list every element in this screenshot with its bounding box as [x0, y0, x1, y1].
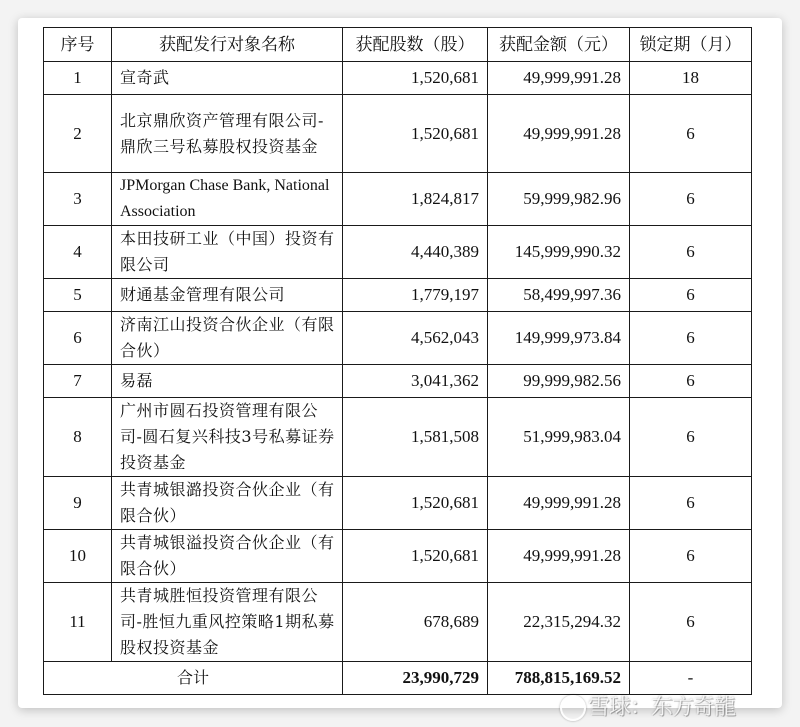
- row-index: 6: [44, 312, 112, 365]
- row-index: 8: [44, 398, 112, 477]
- row-shares: 1,581,508: [343, 398, 488, 477]
- row-lock-period: 6: [630, 226, 752, 279]
- total-lock-period: -: [630, 662, 752, 695]
- table-row: [44, 530, 752, 583]
- row-shares: 1,520,681: [343, 95, 488, 173]
- row-lock-period: 6: [630, 312, 752, 365]
- row-amount: 51,999,983.04: [488, 398, 630, 477]
- table-row: [44, 62, 752, 95]
- row-lock-period: 6: [630, 477, 752, 530]
- row-name: 共青城银潞投资合伙企业（有限合伙）: [112, 477, 343, 530]
- row-amount: 58,499,997.36: [488, 279, 630, 312]
- row-name: 易磊: [112, 365, 343, 398]
- row-index: 4: [44, 226, 112, 279]
- row-name: 济南江山投资合伙企业（有限合伙）: [112, 312, 343, 365]
- header-amount: 获配金额（元）: [488, 28, 630, 62]
- row-amount: 149,999,973.84: [488, 312, 630, 365]
- row-index: 10: [44, 530, 112, 583]
- row-shares: 1,520,681: [343, 477, 488, 530]
- row-lock-period: 18: [630, 62, 752, 95]
- row-lock-period: 6: [630, 279, 752, 312]
- row-shares: 1,824,817: [343, 173, 488, 226]
- row-lock-period: 6: [630, 530, 752, 583]
- row-index: 7: [44, 365, 112, 398]
- row-shares: 3,041,362: [343, 365, 488, 398]
- document-card: [18, 18, 782, 708]
- row-index: 2: [44, 95, 112, 173]
- row-name: 共青城胜恒投资管理有限公司-胜恒九重风控策略1期私募股权投资基金: [112, 583, 343, 662]
- row-index: 1: [44, 62, 112, 95]
- row-shares: 678,689: [343, 583, 488, 662]
- row-lock-period: 6: [630, 173, 752, 226]
- row-amount: 59,999,982.96: [488, 173, 630, 226]
- row-lock-period: 6: [630, 95, 752, 173]
- row-index: 9: [44, 477, 112, 530]
- watermark: [560, 690, 735, 721]
- header-lock-period: 锁定期（月）: [630, 28, 752, 62]
- table-row: [44, 477, 752, 530]
- total-amount: 788,815,169.52: [488, 662, 630, 695]
- row-name: JPMorgan Chase Bank, National Association: [112, 173, 343, 226]
- row-shares: 1,779,197: [343, 279, 488, 312]
- total-shares: 23,990,729: [343, 662, 488, 695]
- xueqiu-logo-icon: [560, 695, 586, 721]
- table-row: [44, 583, 752, 662]
- row-amount: 22,315,294.32: [488, 583, 630, 662]
- row-name: 宣奇武: [112, 62, 343, 95]
- row-name: 共青城银溢投资合伙企业（有限合伙）: [112, 530, 343, 583]
- table-row: [44, 226, 752, 279]
- row-index: 5: [44, 279, 112, 312]
- row-index: 3: [44, 173, 112, 226]
- row-amount: 49,999,991.28: [488, 530, 630, 583]
- table-row: [44, 365, 752, 398]
- header-shares: 获配股数（股）: [343, 28, 488, 62]
- row-name: 财通基金管理有限公司: [112, 279, 343, 312]
- allocation-table: [43, 27, 752, 695]
- row-shares: 4,440,389: [343, 226, 488, 279]
- row-name: 本田技研工业（中国）投资有限公司: [112, 226, 343, 279]
- table-row: [44, 312, 752, 365]
- row-lock-period: 6: [630, 583, 752, 662]
- table-row: [44, 173, 752, 226]
- total-label: 合计: [44, 662, 343, 695]
- row-amount: 99,999,982.56: [488, 365, 630, 398]
- row-shares: 1,520,681: [343, 62, 488, 95]
- table-row: [44, 398, 752, 477]
- row-shares: 1,520,681: [343, 530, 488, 583]
- row-lock-period: 6: [630, 398, 752, 477]
- row-amount: 145,999,990.32: [488, 226, 630, 279]
- row-name: 广州市圆石投资管理有限公司-圆石复兴科技3号私募证券投资基金: [112, 398, 343, 477]
- table-row: [44, 95, 752, 173]
- row-lock-period: 6: [630, 365, 752, 398]
- row-index: 11: [44, 583, 112, 662]
- header-name: 获配发行对象名称: [112, 28, 343, 62]
- watermark-text: 雪球：东方奇龍: [588, 695, 736, 720]
- row-amount: 49,999,991.28: [488, 477, 630, 530]
- table-header-row: [44, 28, 752, 62]
- row-amount: 49,999,991.28: [488, 62, 630, 95]
- table-row: [44, 279, 752, 312]
- row-amount: 49,999,991.28: [488, 95, 630, 173]
- row-shares: 4,562,043: [343, 312, 488, 365]
- header-index: 序号: [44, 28, 112, 62]
- row-name: 北京鼎欣资产管理有限公司-鼎欣三号私募股权投资基金: [112, 95, 343, 173]
